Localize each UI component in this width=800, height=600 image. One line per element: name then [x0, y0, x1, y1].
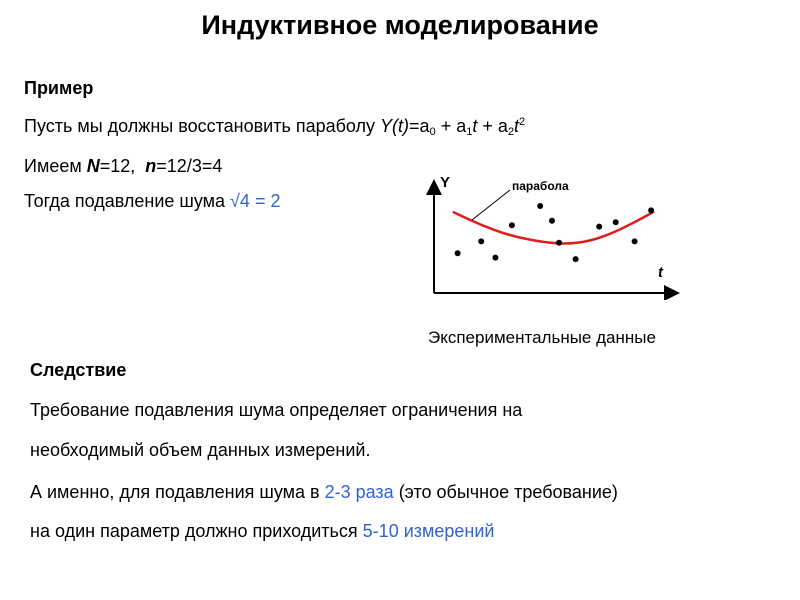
corollary-line-2: необходимый объем данных измерений. — [30, 440, 371, 460]
parabola-chart — [420, 165, 685, 300]
data-point-1 — [455, 250, 461, 256]
data-point-9 — [596, 224, 602, 230]
corollary-line-3: А именно, для подавления шума в 2-3 раза (это обычное требование) — [30, 482, 618, 502]
curve-label-pointer — [472, 190, 510, 220]
data-point-3 — [492, 255, 498, 261]
x-axis-label: t — [658, 264, 663, 281]
data-point-2 — [478, 238, 484, 244]
data-point-6 — [549, 218, 555, 224]
y-axis-label: Y — [440, 174, 451, 191]
data-point-7 — [556, 240, 562, 246]
parabola-formula: $Y(t)=a_0 + a_1t + a_2t^2$ — [380, 116, 526, 138]
example-line-1-text: Пусть мы должны восстановить параболу — [24, 116, 381, 136]
data-point-8 — [573, 256, 579, 262]
data-point-11 — [632, 238, 638, 244]
curve-label: парабола — [512, 179, 569, 193]
example-heading: Пример — [24, 78, 94, 98]
corollary-heading: Следствие — [30, 360, 127, 380]
example-line-1 — [24, 116, 525, 138]
example-line-2: Имеем N=12, n=12/3=4 — [24, 156, 223, 176]
noise-suppression-value: √4 = 2 — [230, 191, 281, 211]
N-label: N — [86, 156, 100, 176]
corollary-line-1: Требование подавления шума определяет ограничения на — [30, 400, 523, 420]
example-line-3: Тогда подавление шума √4 = 2 — [24, 191, 281, 211]
data-point-4 — [509, 222, 515, 228]
noise-reduction-range: 2-3 раза — [324, 482, 394, 502]
chart-caption: Экспериментальные данные — [428, 328, 656, 347]
data-point-10 — [613, 219, 619, 225]
n-label: n — [145, 156, 157, 176]
data-point-5 — [537, 203, 543, 209]
parabola-curve — [453, 212, 654, 244]
measurements-range: 5-10 измерений — [362, 521, 495, 541]
N-value: =12, — [99, 156, 136, 176]
data-point-12 — [648, 207, 654, 213]
corollary-line-4: на один параметр должно приходиться 5-10 измерений — [30, 521, 495, 541]
data-points — [455, 203, 654, 262]
n-value: =12/3=4 — [156, 156, 223, 176]
page-title: Индуктивное моделирование — [201, 10, 599, 40]
